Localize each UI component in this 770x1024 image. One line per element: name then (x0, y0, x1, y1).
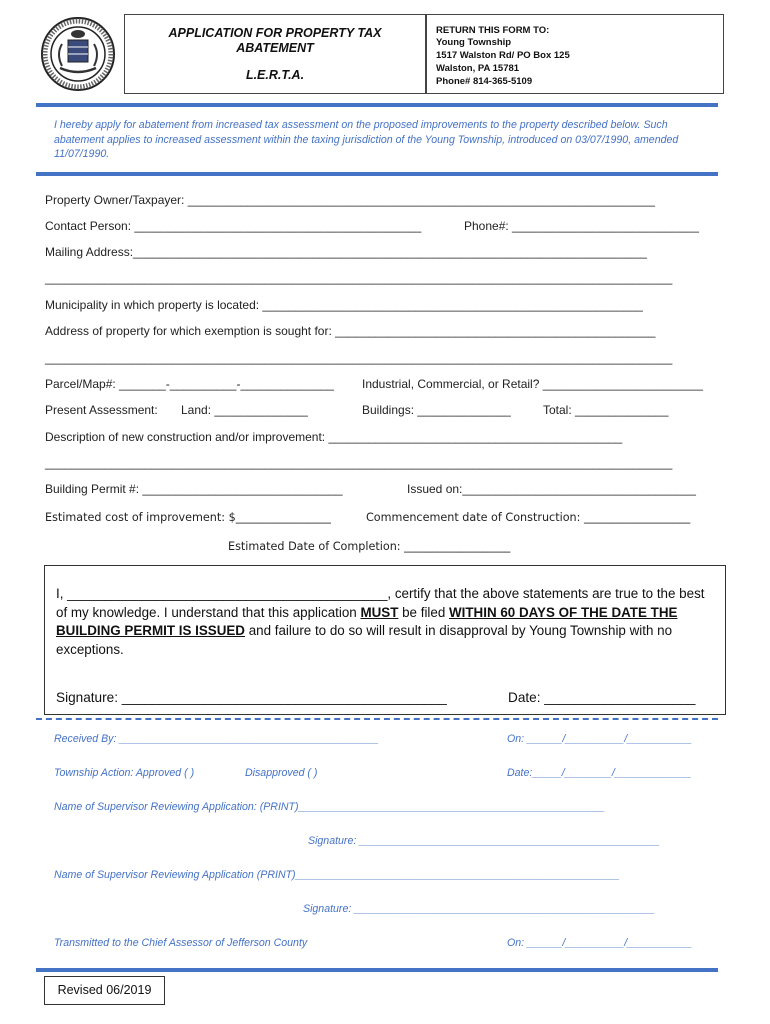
township-action-disapproved[interactable]: Disapproved ( ) (245, 767, 318, 779)
property-type-field[interactable]: Industrial, Commercial, or Retail? ________________________ (362, 377, 703, 391)
certification-box (44, 565, 726, 715)
parcel-field[interactable]: Parcel/Map#: _______-__________-______________ (45, 377, 334, 391)
total-field[interactable]: Total: ______________ (543, 403, 669, 417)
description-field-line2[interactable]: ______________________________________________________________________________________________ (45, 456, 673, 470)
revision-label: Revised 06/2019 (44, 976, 165, 1005)
property-address-field-line2[interactable]: ______________________________________________________________________________________________ (45, 351, 673, 365)
estimated-cost-field[interactable]: Estimated cost of improvement: $_________________ (45, 511, 331, 524)
transmitted-on-field[interactable]: On: ______/__________/___________ (507, 937, 692, 949)
certification-text-part2: be filed (398, 604, 450, 620)
office-use-divider (36, 718, 718, 720)
return-phone: Phone# 814-365-5109 (436, 76, 533, 87)
land-field[interactable]: Land: ______________ (181, 403, 308, 417)
form-title-box (124, 14, 426, 94)
divider (36, 103, 718, 107)
supervisor-name-field-2[interactable]: Name of Supervisor Reviewing Application (PRINT)_______________________________________________________ (54, 869, 620, 881)
received-on-field[interactable]: On: ______/__________/___________ (507, 733, 692, 745)
return-street: 1517 Walston Rd/ PO Box 125 (436, 50, 570, 61)
transmitted-label: Transmitted to the Chief Assessor of Jefferson County (54, 937, 308, 949)
intro-statement: I hereby apply for abatement from increased tax assessment on the proposed improvements to the property described below. Such abatement applies to increased assessment within the taxing jurisdiction of the Young Township, introduced on 03/07/1990, amended 11/07/1990. (54, 119, 679, 160)
supervisor-signature-field-1[interactable]: Signature: ___________________________________________________ (308, 835, 660, 847)
property-address-field[interactable]: Address of property for which exemption is sought for: ________________________________________________ (45, 324, 656, 338)
return-city: Walston, PA 15781 (436, 63, 520, 74)
form-subtitle: L.E.R.T.A. (245, 68, 305, 82)
certification-text-part1: I, ___________________________________________, certify that the above statements are true to the best of my knowledge. I understand that this application (56, 586, 705, 620)
must-emphasis: MUST (360, 604, 399, 620)
commencement-date-field[interactable]: Commencement date of Construction: ___________________ (366, 511, 691, 524)
divider (36, 172, 718, 176)
deadline-emphasis: WITHIN 60 DAYS OF THE DATE THE BUILDING PERMIT IS ISSUED (56, 604, 678, 638)
township-action-approved[interactable]: Township Action: Approved ( ) (54, 767, 195, 779)
municipality-field[interactable]: Municipality in which property is located: _________________________________________________________ (45, 298, 643, 312)
certification-text-part3: and failure to do so will result in disapproval by Young Township with no exceptions. (56, 623, 673, 657)
buildings-field[interactable]: Buildings: ______________ (362, 403, 511, 417)
applicant-date-field[interactable]: Date: ____________________ (508, 690, 696, 705)
supervisor-name-field-1[interactable]: Name of Supervisor Reviewing Application: (PRINT)____________________________________________________ (54, 801, 605, 813)
form-title-line1: APPLICATION FOR PROPERTY TAX (168, 26, 382, 40)
completion-date-field[interactable]: Estimated Date of Completion: ___________________ (228, 540, 511, 553)
issued-on-field[interactable]: Issued on:___________________________________ (407, 482, 696, 496)
applicant-signature-field[interactable]: Signature: ___________________________________________ (56, 690, 447, 705)
present-assessment-label: Present Assessment: (45, 403, 158, 417)
return-heading: RETURN THIS FORM TO: (436, 25, 550, 36)
building-permit-field[interactable]: Building Permit #: ______________________________ (45, 482, 343, 496)
owner-field[interactable]: Property Owner/Taxpayer: ______________________________________________________________________ (45, 193, 655, 207)
phone-field[interactable]: Phone#: ____________________________ (464, 219, 699, 233)
return-name: Young Township (436, 37, 512, 48)
certification-statement (56, 585, 716, 659)
return-address-box (426, 14, 724, 94)
supervisor-signature-field-2[interactable]: Signature: ___________________________________________________ (303, 903, 655, 915)
description-field[interactable]: Description of new construction and/or improvement: ____________________________________________ (45, 430, 623, 444)
received-by-field[interactable]: Received By: ____________________________________________ (54, 733, 379, 745)
mailing-field[interactable]: Mailing Address:_____________________________________________________________________________ (45, 245, 647, 259)
mailing-field-line2[interactable]: ______________________________________________________________________________________________ (45, 271, 673, 285)
contact-field[interactable]: Contact Person: ___________________________________________ (45, 219, 422, 233)
divider (36, 968, 718, 972)
township-seal-icon (40, 16, 116, 92)
form-title-line2: ABATEMENT (236, 41, 314, 55)
action-date-field[interactable]: Date:_____/________/_____________ (507, 767, 692, 779)
